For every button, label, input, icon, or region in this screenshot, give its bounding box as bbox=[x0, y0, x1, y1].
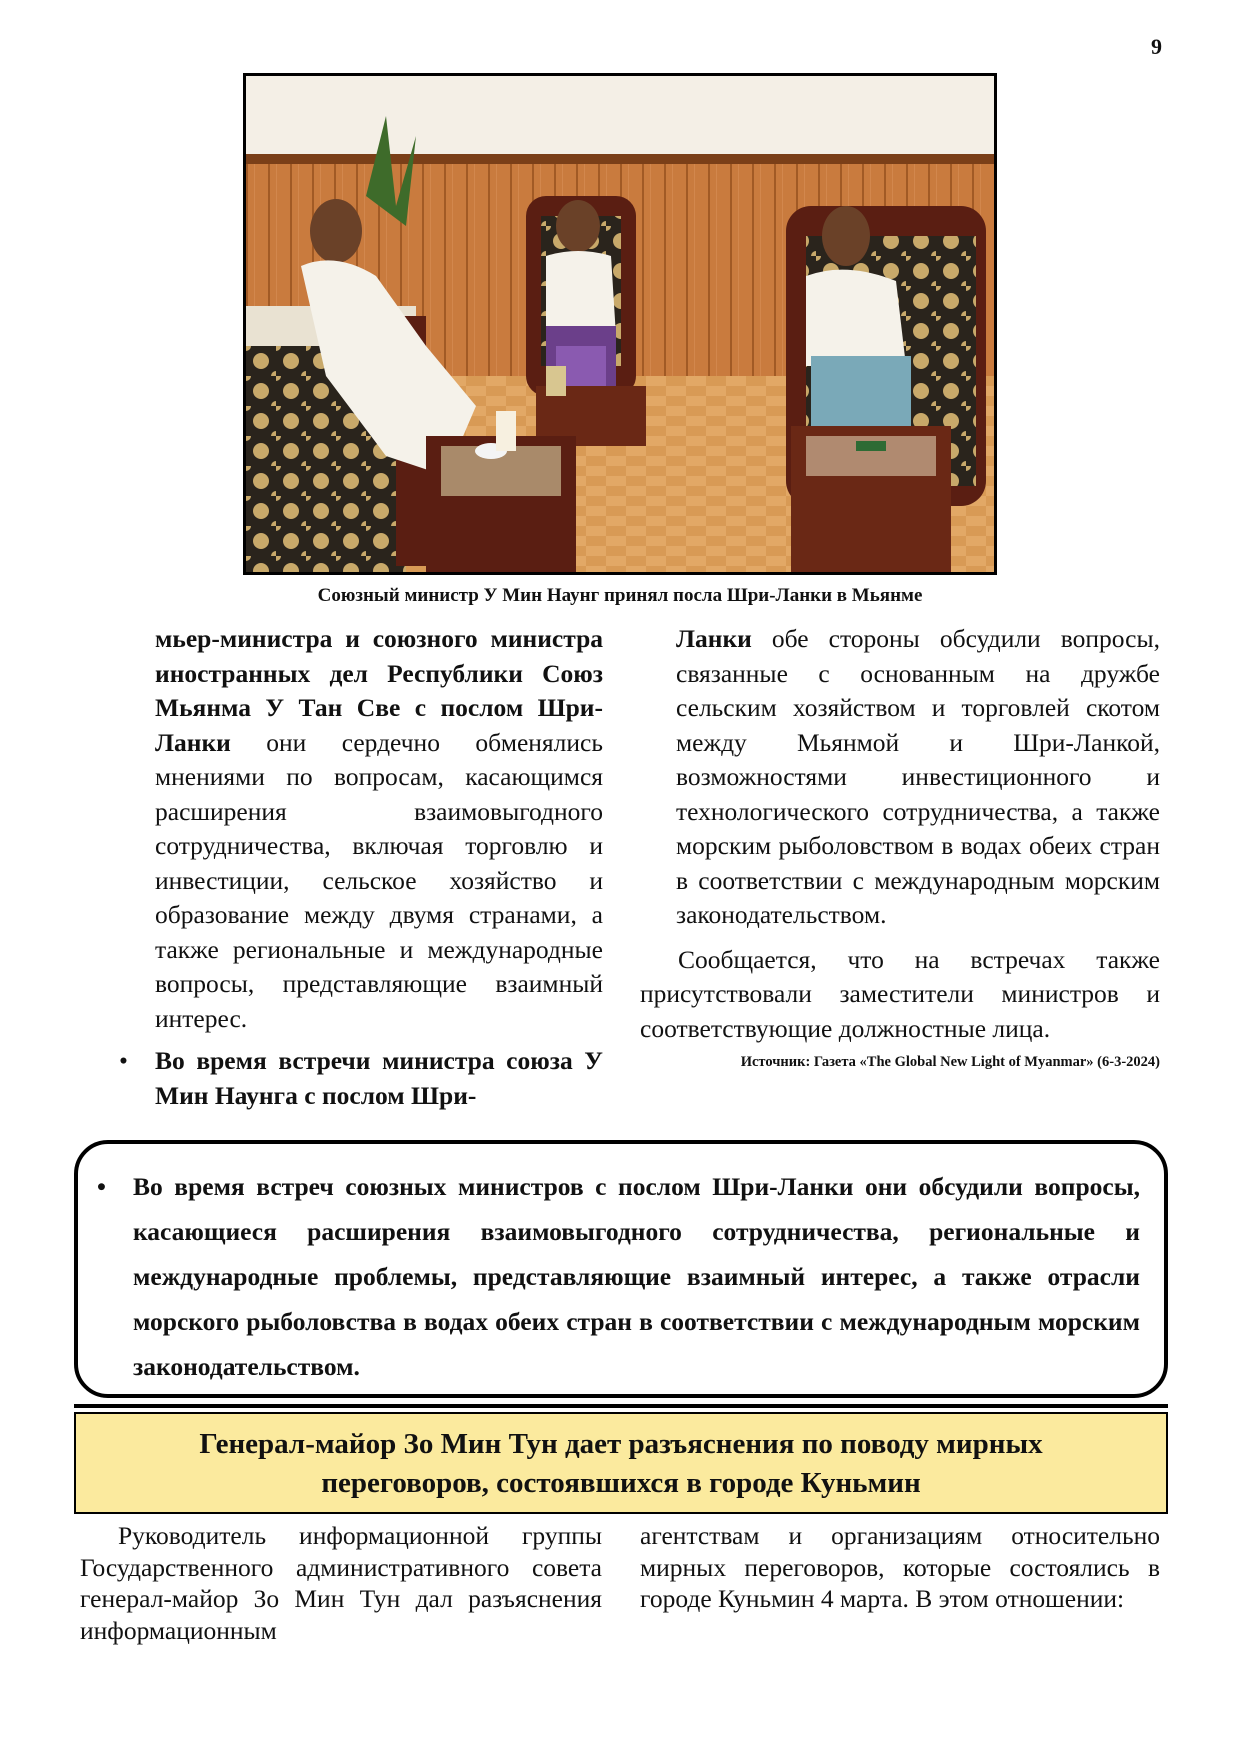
summary-box bbox=[74, 1140, 1168, 1398]
left-column bbox=[117, 622, 603, 1113]
article2-left-column bbox=[80, 1520, 602, 1646]
right-paragraph-2: Сообщается, что на встречах также присутствовали заместители министров и соответствующие должностные лица. bbox=[640, 944, 1160, 1043]
article2-right-column bbox=[640, 1520, 1160, 1615]
right-paragraph bbox=[676, 622, 1160, 933]
left-paragraph-bold: мьер-министра и союзного министра иностранных дел Республики Союз Мьянма У Тан Све с послом Шри-Ланки bbox=[155, 624, 603, 757]
section-divider bbox=[74, 1404, 1168, 1408]
right-paragraph-bold: Ланки bbox=[676, 624, 752, 653]
meeting-photo-illustration bbox=[246, 76, 994, 572]
left-paragraph bbox=[155, 622, 603, 1036]
summary-text: • Во время встреч союзных министров с послом Шри-Ланки они обсудили вопросы, касающиеся расширения взаимовыгодного сотрудничества, региональные и международные проблемы, представляющие взаимный интерес, а также отрасли морского рыболовства в водах обеих стран в соответствии с международным морским законодательством. bbox=[133, 1164, 1140, 1389]
right-paragraph-text: обе стороны обсудили вопросы, связанные с основанным на дружбе сельским хозяйством и торговлей скотом между Мьянмой и Шри-Ланкой, возможностями инвестиционного и технологического сотрудничества, а также морским рыболовством в водах обеих стран в соответствии с международным морским законодательством. bbox=[676, 624, 1160, 929]
headline-line-2: переговоров, состоявшихся в городе Куньмин bbox=[321, 1467, 921, 1499]
left-bullet: • Во время встречи министра союза У Мин Наунга с послом Шри- bbox=[155, 1044, 603, 1113]
right-column bbox=[640, 622, 1160, 1072]
news-photo bbox=[243, 73, 997, 575]
headline-line-1: Генерал-майор Зо Мин Тун дает разъяснения по поводу мирных bbox=[199, 1428, 1043, 1460]
source-citation: Источник: Газета «The Global New Light of Myanmar» (6-3-2024) bbox=[740, 1054, 1160, 1070]
article-headline bbox=[74, 1412, 1168, 1514]
page-number: 9 bbox=[1151, 34, 1162, 59]
photo-caption: Союзный министр У Мин Наунг принял посла Шри-Ланки в Мьянме bbox=[317, 585, 923, 606]
article2-right-text: агентствам и организациям относительно мирных переговоров, которые состоялись в городе Куньмин 4 марта. В этом отношении: bbox=[640, 1521, 1160, 1613]
left-paragraph-text: они сердечно обменялись мнениями по вопросам, касающимся расширения взаимовыгодного сотрудничества, включая торговлю и инвестиции, сельское хозяйство и образование между двумя странами, а также региональные и международные вопросы, представляющие взаимный интерес. bbox=[155, 727, 603, 1033]
article2-left-text: Руководитель информационной группы Государственного административного совета генерал-майор Зо Мин Тун дал разъяснения информационным bbox=[80, 1521, 602, 1645]
